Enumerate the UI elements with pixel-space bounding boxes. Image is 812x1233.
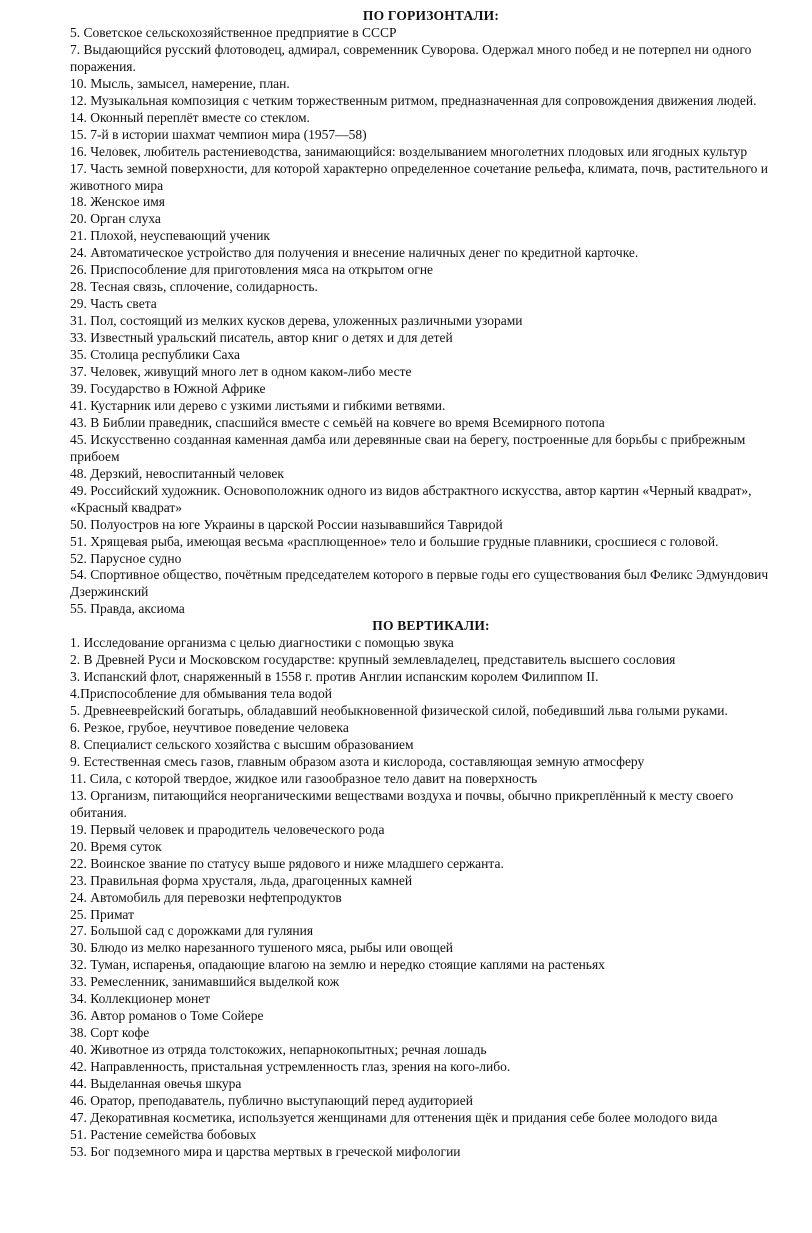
clue-item: 30. Блюдо из мелко нарезанного тушеного мяса, рыбы или овощей [70,940,454,956]
clue-item: 52. Парусное судно [70,550,182,566]
clue-item: 43. В Библии праведник, спасшийся вместе с семьёй на ковчеге во время Всемирного потопа [70,414,605,430]
clue-item: 16. Человек, любитель растениеводства, занимающийся: возделыванием многолетних плодовых или ягодных культур [70,143,748,159]
clue-item: 33. Известный уральский писатель, автор книг о детях и для детей [70,330,453,346]
clue-item: 35. Столица республики Саха [70,347,241,363]
clue-item: 50. Полуостров на юге Украины в царской России называвшийся Тавридой [70,516,503,532]
clue-item: 44. Выделанная овечья шкура [70,1076,242,1092]
vertical-section-title: ПО ВЕРТИКАЛИ: [372,618,490,634]
clue-item: 45. Искусственно созданная каменная дамба или деревянные сваи на берегу, построенные для борьбы с прибрежным прибоем [70,431,746,464]
clue-item: 22. Воинское звание по статусу выше рядового и ниже младшего сержанта. [70,855,504,871]
clue-item: 53. Бог подземного мира и царства мертвых в греческой мифологии [70,1143,461,1159]
vertical-clue-list [70,635,792,1161]
clue-item: 20. Время суток [70,838,162,854]
clue-item: 32. Туман, испаренья, опадающие влагою на землю и нередко стоящие каплями на растеньях [70,957,605,973]
clue-item: 36. Автор романов о Томе Сойере [70,1008,264,1024]
horizontal-clue-list [70,25,792,618]
clue-item: 49. Российский художник. Основоположник одного из видов абстрактного искусства, автор картин «Черный квадрат», «Красный квадрат» [70,482,752,515]
clue-item: 2. В Древней Руси и Московском государстве: крупный землевладелец, представитель высшего сословия [70,652,676,668]
clue-item: 24. Автомобиль для перевозки нефтепродуктов [70,889,342,905]
clue-item: 20. Орган слуха [70,211,161,227]
clue-item: 6. Резкое, грубое, неучтивое поведение человека [70,720,349,736]
clue-item: 46. Оратор, преподаватель, публично выступающий перед аудиторией [70,1093,473,1108]
clue-item: 5. Древнееврейский богатырь, обладавший необыкновенной физической силой, победивший льва голыми руками. [70,703,728,719]
clue-item: 26. Приспособление для приготовления мяса на открытом огне [70,262,434,278]
clue-item: 29. Часть света [70,296,157,312]
clue-item: 47. Декоративная косметика, используется женщинами для оттенения щёк и придания себе более молодого вида [70,1109,718,1125]
clue-item: 8. Специалист сельского хозяйства с высшим образованием [70,736,414,752]
clue-item: 19. Первый человек и прародитель человеческого рода [70,821,385,837]
clue-item: 34. Коллекционер монет [70,991,211,1007]
clue-item: 18. Женское имя [70,194,166,210]
clue-item: 54. Спортивное общество, почётным председателем которого в первые годы его существования был Феликс Эдмундович Дзержинский [70,567,769,600]
clue-item: 38. Сорт кофе [70,1025,150,1041]
clue-item: 13. Организм, питающийся неорганическими веществами воздуха и почвы, обычно прикреплённый к месту своего обитания. [70,787,734,820]
clue-item: 11. Сила, с которой твердое, жидкое или газообразное тело давит на поверхность [70,770,538,786]
clue-item: 41. Кустарник или дерево с узкими листьями и гибкими ветвями. [70,397,446,413]
clue-item: 51. Растение семейства бобовых [70,1126,257,1142]
clue-item: 28. Тесная связь, сплочение, солидарность. [70,279,318,295]
clue-item: 37. Человек, живущий много лет в одном каком-либо месте [70,364,412,380]
clue-item: 42. Направленность, пристальная устремленность глаз, зрения на кого-либо. [70,1059,511,1075]
clue-item: 33. Ремесленник, занимавшийся выделкой кож [70,974,340,990]
clue-item: 31. Пол, состоящий из мелких кусков дерева, уложенных различными узорами [70,313,523,329]
horizontal-section-title: ПО ГОРИЗОНТАЛИ: [362,8,500,23]
clue-item: 21. Плохой, неуспевающий ученик [70,228,270,244]
clue-item: 5. Советское сельскохозяйственное предприятие в СССР [70,24,397,40]
clue-item: 23. Правильная форма хрусталя, льда, драгоценных камней [70,872,413,888]
clue-item: 55. Правда, аксиома [70,601,185,617]
clue-item: 14. Оконный переплёт вместе со стеклом. [70,109,310,125]
clue-item: 3. Испанский флот, снаряженный в 1558 г. против Англии испанским королем Филиппом II. [70,669,599,685]
clue-item: 39. Государство в Южной Африке [70,380,266,396]
clue-item: 17. Часть земной поверхности, для которой характерно определенное сочетание рельефа, климата, почв, растительного и животного мира [70,160,769,193]
clue-item: 10. Мысль, замысел, намерение, план. [70,75,290,91]
clue-item: 25. Примат [70,906,134,922]
clue-item: 9. Естественная смесь газов, главным образом азота и кислорода, составляющая земную атмосферу [70,753,645,769]
clue-item: 1. Исследование организма с целью диагностики с помощью звука [70,635,454,651]
clue-item: 4.Приспособление для обмывания тела водой [70,686,332,702]
clue-item: 12. Музыкальная композиция с четким торжественным ритмом, предназначенная для сопровождения движения людей. [70,92,757,108]
clue-item: 40. Животное из отряда толстокожих, непарнокопытных; речная лошадь [70,1042,487,1058]
clue-item: 51. Хрящевая рыба, имеющая весьма «расплющенное» тело и большие грудные плавники, сросшиеся с головой. [70,533,719,549]
clue-item: 7. Выдающийся русский флотоводец, адмирал, современник Суворова. Одержал много побед и не потерпел ни одного поражения. [70,41,752,74]
clue-item: 15. 7-й в истории шахмат чемпион мира (1957—58) [70,126,367,142]
clue-item: 24. Автоматическое устройство для получения и внесение наличных денег по кредитной карточке. [70,245,639,261]
clue-item: 27. Большой сад с дорожками для гуляния [70,923,314,939]
clue-item: 48. Дерзкий, невоспитанный человек [70,465,284,481]
